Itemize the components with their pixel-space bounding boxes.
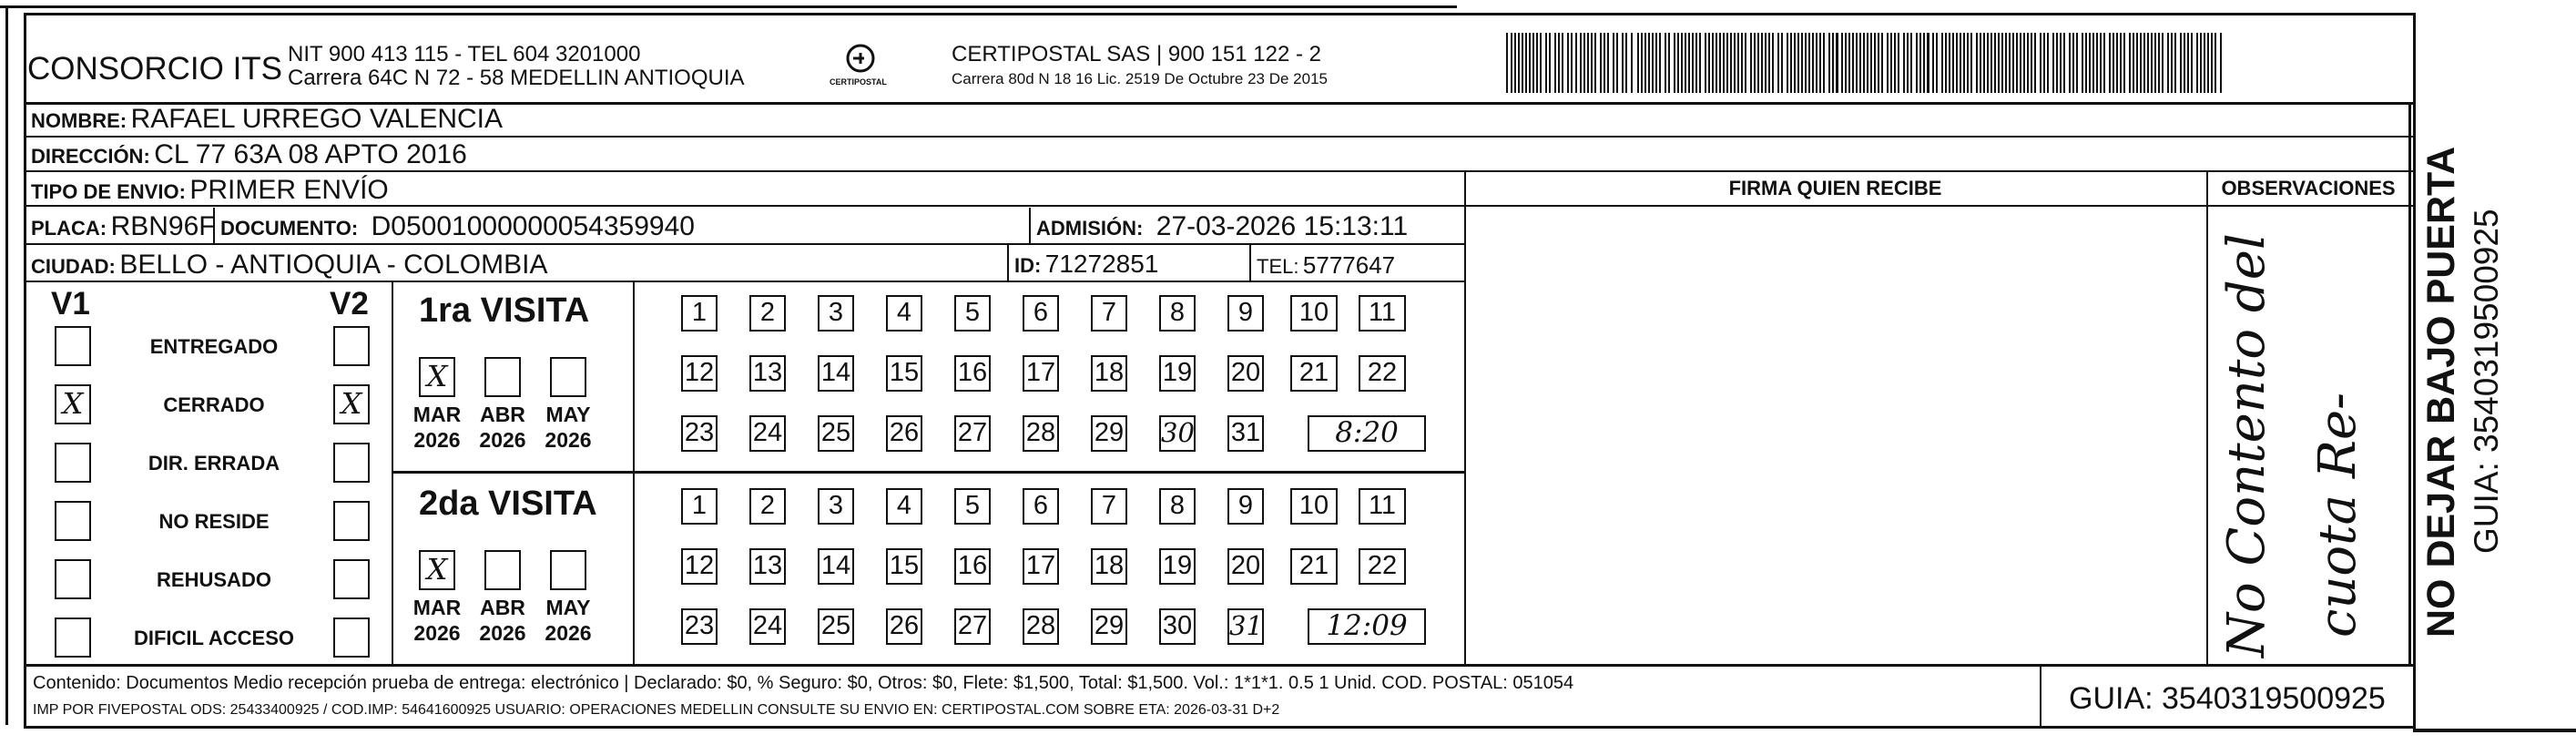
- status-label: CERRADO: [163, 393, 265, 416]
- v2-checkbox[interactable]: [333, 384, 370, 424]
- footer-imp: IMP POR FIVEPOSTAL ODS: 25433400925 / COD.IMP: 54641600925 USUARIO: OPERACIONES MEDELLIN CONSULTE SU ENVIO EN: CERTIPOSTAL.COM SOBRE ETA: 2026-03-31 D+2: [33, 702, 1280, 718]
- visit-divider-h: [392, 471, 1464, 474]
- month-label: MAY: [545, 596, 591, 619]
- direccion-value: CL 77 63A 08 APTO 2016: [154, 139, 467, 169]
- id-value: 71272851: [1044, 250, 1159, 278]
- month-checkbox[interactable]: [484, 357, 521, 397]
- day-box[interactable]: 30: [1159, 415, 1196, 452]
- bottom-edge: [2413, 729, 2576, 732]
- day-box[interactable]: 23: [681, 415, 718, 452]
- month-label: ABR: [480, 403, 525, 426]
- day-box[interactable]: 21: [1290, 355, 1338, 392]
- day-box[interactable]: 12: [681, 355, 718, 392]
- v1-checkbox[interactable]: [55, 617, 91, 658]
- year-label: 2026: [479, 621, 526, 645]
- month-label: MAY: [545, 403, 591, 426]
- nombre-value: RAFAEL URREGO VALENCIA: [130, 104, 504, 134]
- day-box[interactable]: 11: [1359, 488, 1406, 525]
- tipo-envio-row: [31, 177, 389, 204]
- v1-checkbox[interactable]: [55, 501, 91, 541]
- day-box[interactable]: 4: [886, 488, 922, 525]
- obs-divider: [2206, 170, 2208, 667]
- day-box[interactable]: 6: [1023, 488, 1059, 525]
- placa-value: RBN96F: [110, 211, 216, 241]
- v1-checkbox[interactable]: [55, 559, 91, 599]
- footer-guia: GUIA: 3540319500925: [2069, 681, 2386, 716]
- visit-title: 2da VISITA: [419, 485, 597, 523]
- direccion-row: [31, 141, 467, 168]
- day-box[interactable]: 20: [1227, 548, 1264, 585]
- documento-label: DOCUMENTO:: [220, 217, 359, 240]
- year-label: 2026: [545, 428, 592, 452]
- left-edge: [5, 5, 8, 725]
- month-checkbox[interactable]: [419, 357, 455, 397]
- day-box[interactable]: 29: [1091, 608, 1127, 645]
- company-address: Carrera 64C N 72 - 58 MEDELLIN ANTIOQUIA: [288, 66, 745, 90]
- ciudad-label: CIUDAD:: [31, 255, 116, 278]
- day-box[interactable]: 27: [954, 608, 991, 645]
- day-box[interactable]: 25: [818, 415, 854, 452]
- carrier-name: CERTIPOSTAL SAS | 900 151 122 - 2: [952, 42, 1321, 66]
- row-line-2: [24, 170, 2416, 172]
- day-box[interactable]: 9: [1227, 488, 1264, 525]
- status-label: DIFICIL ACCESO: [133, 627, 294, 649]
- day-box[interactable]: 16: [954, 548, 991, 585]
- day-box[interactable]: 13: [749, 355, 786, 392]
- day-box[interactable]: 29: [1091, 415, 1127, 452]
- day-box[interactable]: 10: [1290, 488, 1338, 525]
- v1-label: V1: [51, 286, 90, 321]
- day-box[interactable]: 19: [1159, 355, 1196, 392]
- day-box[interactable]: 2: [749, 488, 786, 525]
- day-box[interactable]: 17: [1023, 355, 1059, 392]
- firma-header-line: [1464, 205, 2411, 207]
- v2-checkbox[interactable]: [333, 559, 370, 599]
- status-label: DIR. ERRADA: [148, 452, 280, 475]
- firma-header: FIRMA QUIEN RECIBE: [1728, 177, 1942, 199]
- documento-row: [220, 213, 695, 240]
- day-box[interactable]: 2: [749, 295, 786, 332]
- side-warning: NO DEJAR BAJO PUERTA: [2419, 146, 2463, 638]
- direccion-label: DIRECCIÓN:: [31, 145, 150, 168]
- day-box[interactable]: 14: [818, 355, 854, 392]
- placa-row: [31, 213, 216, 240]
- day-box[interactable]: 18: [1091, 548, 1127, 585]
- status-label: NO RESIDE: [158, 510, 270, 533]
- v2-checkbox[interactable]: [333, 617, 370, 658]
- day-box[interactable]: 28: [1023, 608, 1059, 645]
- month-checkbox[interactable]: [550, 357, 586, 397]
- day-box[interactable]: 19: [1159, 548, 1196, 585]
- tipo-envio-value: PRIMER ENVÍO: [189, 175, 389, 205]
- placa-label: PLACA:: [31, 217, 107, 240]
- nombre-row: [31, 106, 503, 133]
- day-box[interactable]: 10: [1290, 295, 1338, 332]
- logo-text: CERTIPOSTAL: [830, 77, 887, 87]
- company-name: CONSORCIO ITS: [27, 51, 283, 87]
- side-guia: GUIA: 3540319500925: [2468, 209, 2505, 554]
- tel-value: 5777647: [1302, 251, 1396, 279]
- footer-contenido: Contenido: Documentos Medio recepción prueba de entrega: electrónico | Declarado: $0, % Seguro: $0, Otros: $0, Flete: $1,500, Total: $1,500. Vol.: 1*1*1. 0.5 1 Unid. COD. POSTAL: 051054: [33, 673, 1574, 693]
- day-box[interactable]: 13: [749, 548, 786, 585]
- status-label: ENTREGADO: [149, 335, 279, 358]
- v1-checkbox[interactable]: [55, 326, 91, 366]
- day-box[interactable]: 27: [954, 415, 991, 452]
- year-label: 2026: [413, 621, 461, 645]
- visit-divider-v: [633, 281, 635, 667]
- company-nit: NIT 900 413 115 - TEL 604 3201000: [288, 42, 641, 66]
- day-box[interactable]: 15: [886, 355, 922, 392]
- id-row: [1014, 251, 1158, 277]
- row-line-1: [24, 136, 2416, 138]
- v2-checkbox[interactable]: [333, 501, 370, 541]
- admision-divider: [1029, 208, 1031, 244]
- month-label: MAR: [412, 403, 462, 426]
- day-box[interactable]: 24: [749, 608, 786, 645]
- day-box[interactable]: 4: [886, 295, 922, 332]
- year-label: 2026: [545, 621, 592, 645]
- day-box[interactable]: 18: [1091, 355, 1127, 392]
- day-box[interactable]: 12: [681, 548, 718, 585]
- day-box[interactable]: 5: [954, 295, 991, 332]
- day-box[interactable]: 23: [681, 608, 718, 645]
- v2-mark: X: [341, 386, 362, 421]
- day-box[interactable]: 22: [1359, 548, 1406, 585]
- visit-title: 1ra VISITA: [419, 291, 590, 330]
- tel-divider: [1249, 244, 1251, 281]
- month-mark: X: [426, 359, 448, 393]
- day-box[interactable]: 17: [1023, 548, 1059, 585]
- v2-label: V2: [330, 286, 369, 321]
- day-box[interactable]: 1: [681, 295, 718, 332]
- ciudad-row: [31, 251, 547, 279]
- day-box[interactable]: 31: [1227, 415, 1264, 452]
- day-box[interactable]: 30: [1159, 608, 1196, 645]
- documento-value: D05001000000054359940: [371, 211, 695, 241]
- admision-label: ADMISIÓN:: [1036, 217, 1144, 240]
- day-box[interactable]: 8: [1159, 295, 1196, 332]
- time-box[interactable]: 12:09: [1308, 608, 1426, 645]
- day-box[interactable]: 20: [1227, 355, 1264, 392]
- tipo-envio-label: TIPO DE ENVIO:: [31, 180, 186, 203]
- year-label: 2026: [479, 428, 526, 452]
- status-label: REHUSADO: [157, 568, 271, 591]
- day-box[interactable]: 26: [886, 608, 922, 645]
- day-box[interactable]: 6: [1023, 295, 1059, 332]
- month-mark: X: [426, 552, 448, 587]
- observaciones-header: OBSERVACIONES: [2221, 177, 2396, 199]
- month-checkbox[interactable]: [484, 550, 521, 590]
- row-line-5: [24, 281, 1466, 282]
- header-frame: [24, 13, 2416, 104]
- day-box[interactable]: 3: [818, 295, 854, 332]
- day-box[interactable]: 1: [681, 488, 718, 525]
- day-box[interactable]: 25: [818, 608, 854, 645]
- admision-value: 27-03-2026 15:13:11: [1156, 211, 1409, 241]
- admision-row: [1036, 213, 1408, 240]
- top-edge: [0, 5, 1457, 8]
- day-box[interactable]: 24: [749, 415, 786, 452]
- day-box[interactable]: 8: [1159, 488, 1196, 525]
- day-box[interactable]: 7: [1091, 295, 1127, 332]
- month-label: ABR: [480, 596, 525, 619]
- day-box[interactable]: 31: [1227, 608, 1264, 645]
- day-box[interactable]: 21: [1290, 548, 1338, 585]
- firma-divider: [1464, 170, 1466, 667]
- day-box[interactable]: 11: [1359, 295, 1406, 332]
- day-box[interactable]: 22: [1359, 355, 1406, 392]
- day-box[interactable]: 15: [886, 548, 922, 585]
- nombre-label: NOMBRE:: [31, 109, 127, 132]
- day-box[interactable]: 14: [818, 548, 854, 585]
- day-box[interactable]: 26: [886, 415, 922, 452]
- time-box[interactable]: 8:20: [1308, 415, 1426, 452]
- year-label: 2026: [413, 428, 461, 452]
- day-box[interactable]: 3: [818, 488, 854, 525]
- day-box[interactable]: 9: [1227, 295, 1264, 332]
- carrier-license: Carrera 80d N 18 16 Lic. 2519 De Octubre 23 De 2015: [952, 70, 1328, 87]
- month-checkbox[interactable]: [550, 550, 586, 590]
- observacion-linea-1: No Contento del: [2217, 233, 2276, 658]
- v1-checkbox[interactable]: [55, 384, 91, 424]
- day-box[interactable]: 16: [954, 355, 991, 392]
- status-divider: [392, 281, 393, 667]
- side-divider: [2408, 102, 2411, 667]
- day-box[interactable]: 28: [1023, 415, 1059, 452]
- v2-checkbox[interactable]: [333, 326, 370, 366]
- tel-row: [1257, 253, 1395, 277]
- id-divider: [1007, 244, 1009, 281]
- v1-mark: X: [62, 386, 84, 421]
- v1-checkbox[interactable]: [55, 443, 91, 483]
- id-label: ID:: [1014, 254, 1042, 277]
- month-checkbox[interactable]: [419, 550, 455, 590]
- observacion-linea-2: cuota Re-: [2308, 392, 2367, 638]
- tel-label: TEL:: [1257, 255, 1299, 278]
- month-label: MAR: [412, 596, 462, 619]
- day-box[interactable]: 7: [1091, 488, 1127, 525]
- day-box[interactable]: 5: [954, 488, 991, 525]
- ciudad-value: BELLO - ANTIOQUIA - COLOMBIA: [119, 250, 548, 280]
- v2-checkbox[interactable]: [333, 443, 370, 483]
